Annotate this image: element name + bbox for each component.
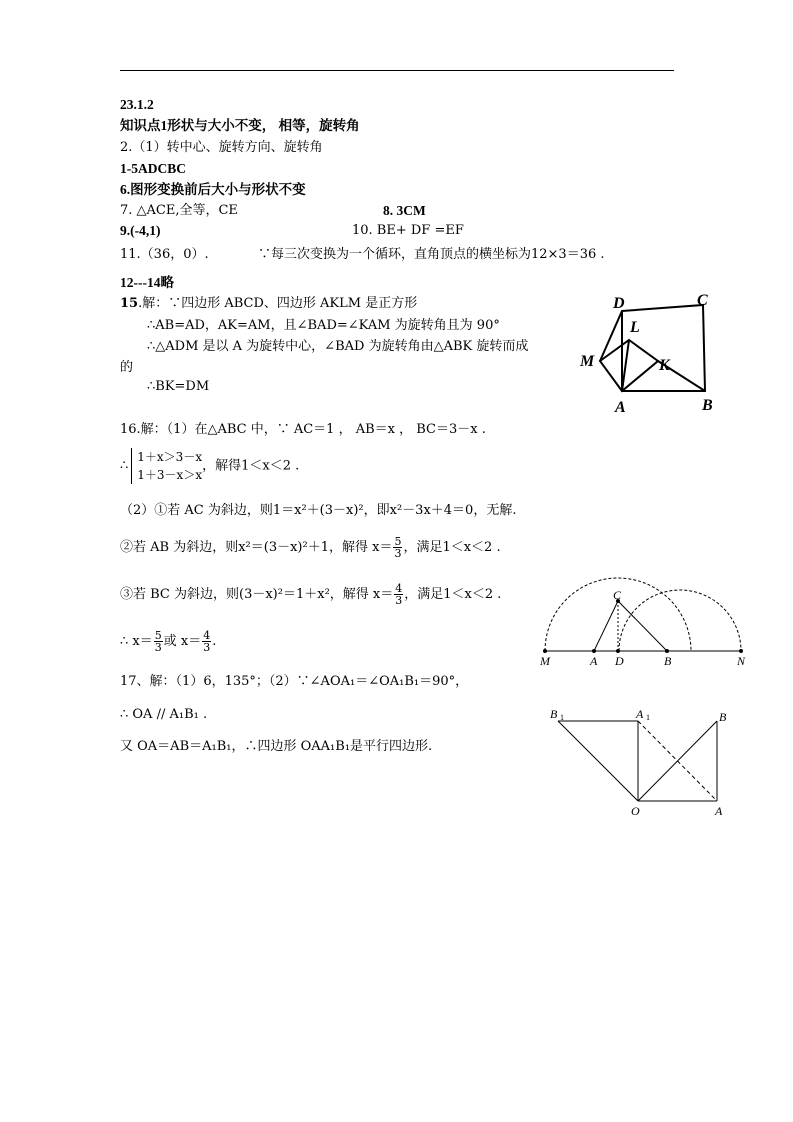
label-b: B: [702, 397, 713, 414]
answer-17-line-2: ∴ OA // A₁B₁ .: [120, 707, 208, 722]
case2-condition: ，满足1＜x＜2 .: [403, 540, 501, 555]
label-b: B: [719, 710, 727, 724]
label-l: L: [630, 319, 640, 336]
square-aklm: [600, 340, 658, 391]
answer-11-value: 11.（36，0）.: [120, 247, 209, 262]
segment-ac: [594, 601, 618, 651]
conclusion-text: ∴ x＝: [120, 634, 153, 649]
figure-semicircles: [535, 570, 760, 672]
fraction-numerator: 5: [394, 535, 402, 548]
point-a: [592, 649, 596, 653]
answer-1-5: 1-5ADCBC: [120, 161, 186, 176]
answer-15-line-2: ∴AB=AD，AK=AM，且∠BAD=∠KAM 为旋转角且为 90°: [147, 318, 500, 333]
answer-12-14: 12---14略: [120, 275, 174, 290]
label-a: A: [715, 804, 723, 818]
point-d: [616, 649, 620, 653]
case3-text: ③若 BC 为斜边，则(3－x)²＝1＋x²，解得 x＝: [120, 587, 394, 602]
answer-2: 2.（1）转中心、旋转方向、旋转角: [120, 140, 323, 155]
fraction-numerator: 5: [154, 629, 162, 642]
square-abcd: [622, 305, 705, 391]
fraction-numerator: 4: [203, 629, 211, 642]
answer-7: 7. △ACE,全等，CE: [120, 203, 238, 218]
answer-15-line-5: ∴BK=DM: [147, 379, 210, 394]
answer-8: 8. 3CM: [383, 203, 426, 218]
conclusion-end: .: [212, 634, 217, 649]
label-o: O: [631, 804, 640, 818]
segment-la: [622, 340, 629, 391]
label-m: M: [580, 353, 595, 370]
figure-squares: [575, 288, 735, 418]
case3-condition: ，满足1＜x＜2 .: [404, 587, 502, 602]
answer-16-case2: [120, 535, 501, 561]
label-c: C: [613, 588, 622, 602]
answer-15-line-1: [120, 295, 417, 313]
fraction-5-3: [393, 536, 402, 559]
header-rule: [120, 70, 674, 71]
answer-16-part2-case1: （2）①若 AC 为斜边，则1＝x²＋(3－x)²，即x²－3x＋4＝0，无解.: [120, 503, 517, 518]
answer-15-number: 15: [120, 296, 139, 311]
answer-6: 6.图形变换前后大小与形状不变: [120, 182, 306, 197]
answer-15-text-a: .解：∵四边形 ABCD、四边形 AKLM 是正方形: [138, 296, 418, 311]
point-m: [543, 649, 547, 653]
label-d: D: [613, 295, 625, 312]
answer-15-line-3: ∴△ADM 是以 A 为旋转中心，∠BAD 为旋转角由△ABK 旋转而成: [147, 339, 529, 354]
label-c: C: [697, 292, 708, 309]
label-n: N: [737, 654, 746, 668]
point-n: [739, 649, 743, 653]
fraction-denominator: 3: [154, 641, 162, 654]
conclusion-or: 或 x＝: [163, 634, 202, 649]
label-a1: A: [636, 707, 644, 721]
label-k: K: [659, 357, 670, 374]
segment-cb: [618, 601, 667, 651]
label-b1-subscript: 1: [560, 713, 564, 722]
label-a1-subscript: 1: [646, 713, 650, 722]
system-solution: ，解得1＜x＜2 .: [202, 458, 300, 474]
figure-rotation: [545, 700, 745, 822]
inequality-2: 1＋3－x＞x: [137, 468, 203, 482]
point-b: [665, 649, 669, 653]
fraction-denominator: 3: [394, 547, 402, 560]
inequality-1: 1＋x＞3－x: [137, 450, 203, 464]
segment-b1o: [558, 721, 638, 801]
fraction-4-3: [202, 630, 211, 653]
answer-16-system: [120, 448, 299, 485]
case2-text: ②若 AB 为斜边，则x²＝(3－x)²＋1，解得 x＝: [120, 540, 393, 555]
label-b: B: [664, 654, 672, 668]
label-a: A: [590, 654, 598, 668]
fraction-numerator: 4: [395, 582, 403, 595]
section-number: 23.1.2: [120, 97, 154, 112]
label-m: M: [540, 654, 550, 668]
answer-11-reason: ∵每三次变换为一个循环，直角顶点的横坐标为12×3＝36 .: [258, 247, 605, 262]
answer-15-line-4: 的: [120, 360, 134, 375]
answer-16-conclusion: [120, 629, 216, 655]
fraction-denominator: 3: [395, 594, 403, 607]
answer-10: 10. BE+ DF =EF: [352, 223, 464, 238]
answer-9: 9.(-4,1): [120, 223, 161, 238]
label-b1: B: [550, 707, 558, 721]
answer-16-line-1: 16.解：（1）在△ABC 中，∵ AC＝1 ， AB＝x ， BC＝3－x .: [120, 422, 486, 437]
knowledge-point-1: 知识点1形状与大小不变， 相等，旋转角: [120, 118, 360, 133]
fraction-5-3: [154, 630, 163, 653]
inequality-system: [131, 448, 202, 484]
answer-17-line-1: 17、解：（1）6，135°；（2）∵∠AOA₁＝∠OA₁B₁＝90°，: [120, 674, 469, 689]
fraction-4-3: [394, 583, 403, 606]
fraction-denominator: 3: [203, 641, 211, 654]
answer-16-case3: [120, 582, 501, 608]
label-d: D: [615, 654, 624, 668]
answer-17-line-3: 又 OA＝AB＝A₁B₁，∴四边形 OAA₁B₁是平行四边形.: [120, 739, 433, 754]
therefore-symbol: ∴: [120, 458, 129, 474]
label-a: A: [615, 399, 626, 416]
